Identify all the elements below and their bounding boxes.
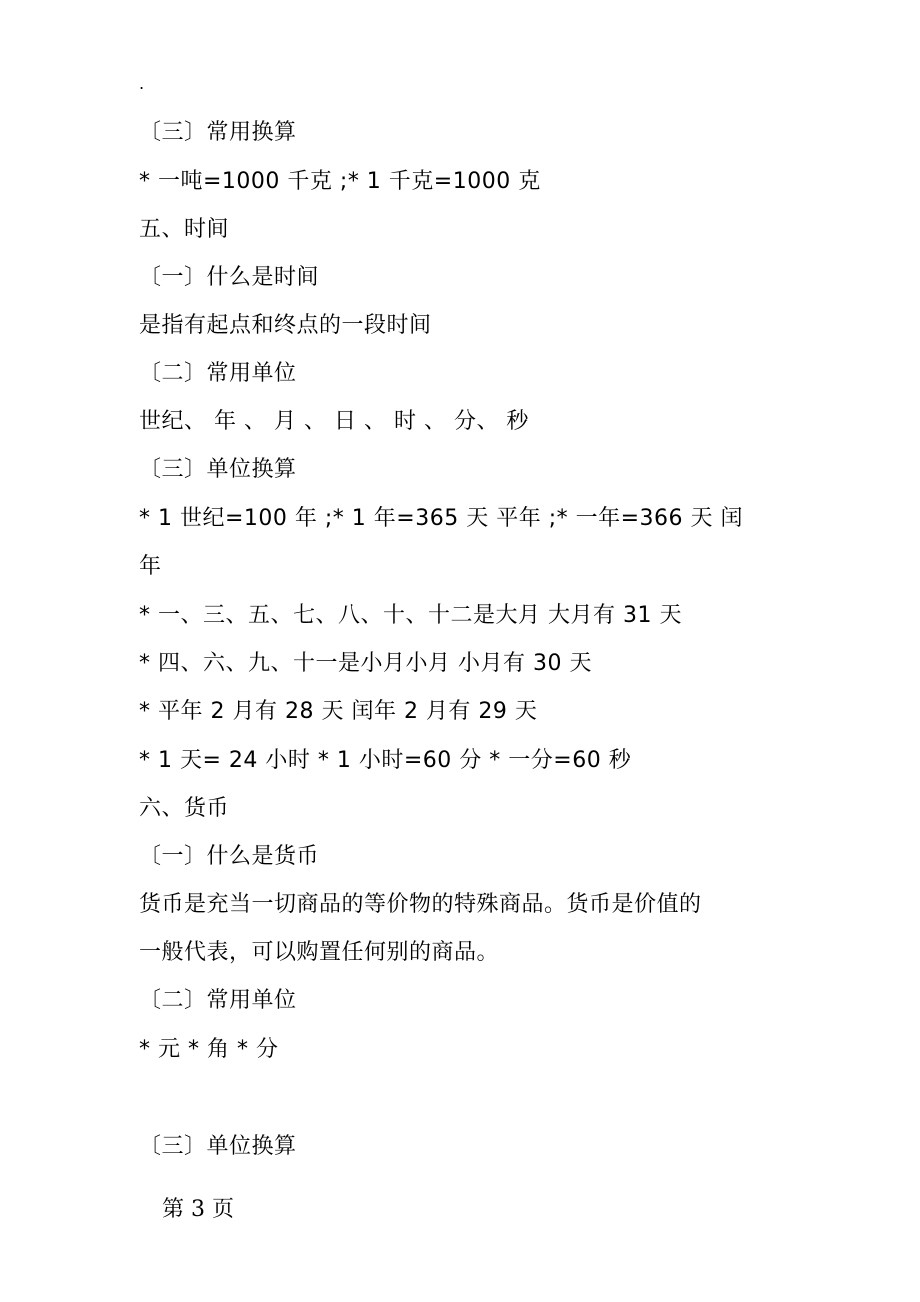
text-big-months: * 一、三、五、七、八、十、十二是大月 大月有 31 天 (139, 603, 682, 628)
heading-time-conversion: 〔三〕单位换算 (139, 457, 297, 482)
text-february-days: * 平年 2 月有 28 天 闰年 2 月有 29 天 (139, 699, 538, 724)
heading-what-is-currency: 〔一〕什么是货币 (139, 844, 320, 869)
heading-common-conversion: 〔三〕常用换算 (139, 120, 297, 145)
section-heading-currency: 六、货币 (139, 796, 230, 821)
page-number: 第 3 页 (162, 1197, 234, 1222)
text-weight-conversion: * 一吨=1000 千克 ;* 1 千克=1000 克 (139, 169, 541, 194)
heading-what-is-time: 〔一〕什么是时间 (139, 265, 320, 290)
text-small-months: * 四、六、九、十一是小月小月 小月有 30 天 (139, 651, 592, 676)
text-time-units-list: 世纪、 年 、 月 、 日 、 时 、 分、 秒 (139, 409, 529, 434)
heading-currency-units: 〔二〕常用单位 (139, 988, 297, 1013)
heading-time-units: 〔二〕常用单位 (139, 361, 297, 386)
leading-dot: . (139, 74, 145, 93)
text-currency-definition: 货币是充当一切商品的等价物的特殊商品。货币是价值的 (139, 892, 702, 917)
text-currency-definition-continued: 一般代表，可以购置任何别的商品。 (139, 940, 500, 965)
text-currency-units-list: * 元 * 角 * 分 (139, 1037, 279, 1062)
heading-currency-conversion: 〔三〕单位换算 (139, 1134, 297, 1159)
text-day-hour-minute: * 1 天= 24 小时 * 1 小时=60 分 * 一分=60 秒 (139, 748, 632, 773)
section-heading-time: 五、时间 (139, 217, 230, 242)
text-year-conversion-continued: 年 (139, 554, 162, 579)
text-year-conversion: * 1 世纪=100 年 ;* 1 年=365 天 平年 ;* 一年=366 天 闰 (139, 506, 744, 531)
text-time-definition: 是指有起点和终点的一段时间 (139, 313, 432, 338)
